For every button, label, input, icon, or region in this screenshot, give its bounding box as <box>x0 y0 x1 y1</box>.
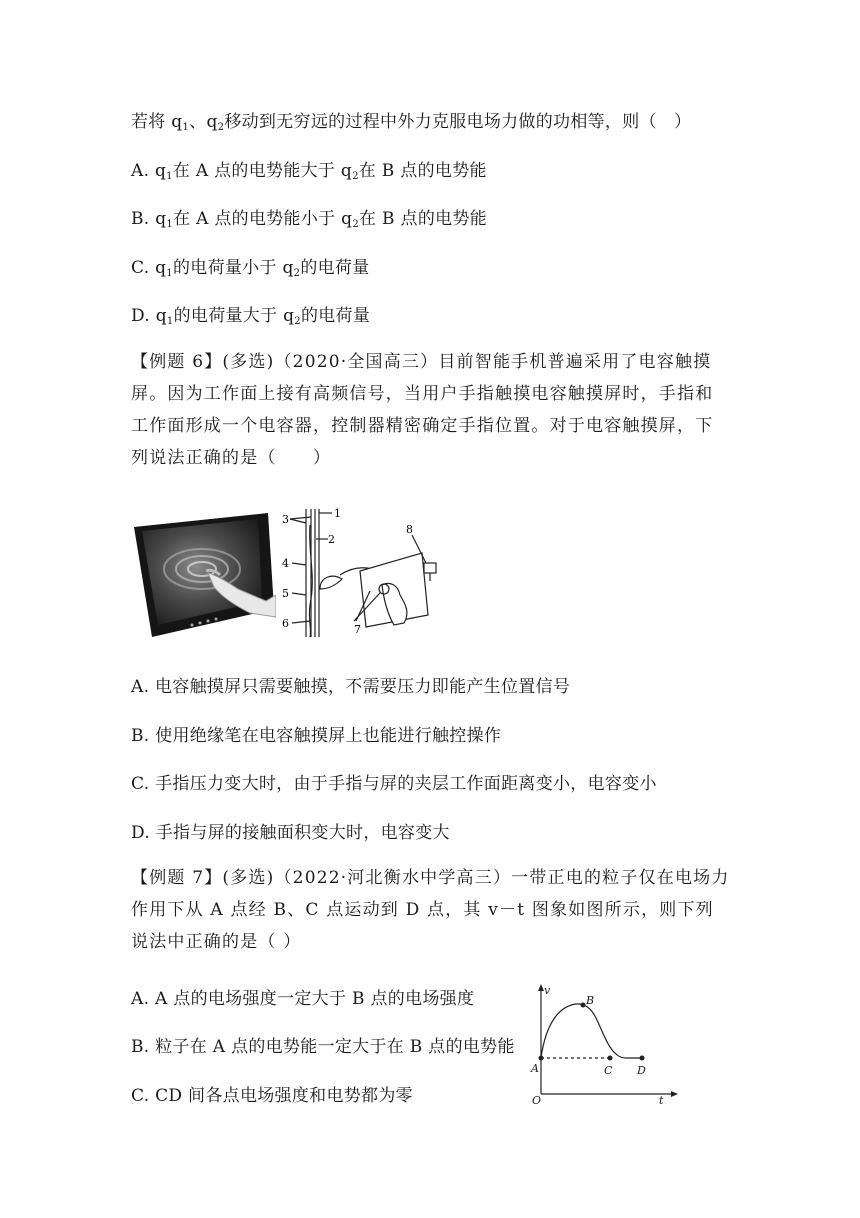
graph-label-b: B <box>586 994 595 1007</box>
capacitive-screen-diagram <box>280 505 446 643</box>
q5-option-a: A. $q_1$在 A 点的电势能大于 $q_2$在 B 点的电势能 <box>131 161 487 182</box>
fig-label-5: 5 <box>282 587 289 600</box>
q7-option-c: C. CD 间各点电场强度和电势都为零 <box>131 1086 413 1106</box>
fig-label-6: 6 <box>282 617 289 630</box>
point-d <box>640 1056 645 1061</box>
graph-label-v: v <box>544 984 551 997</box>
point-c <box>608 1056 613 1061</box>
graph-label-t: t <box>659 1094 664 1106</box>
fig-label-3: 3 <box>282 513 289 526</box>
q5-stem: 若将 $q_1$、$q_2$移动到无穷远的过程中外力克服电场力做的功相等，则（ ） <box>131 112 692 133</box>
q6-option-b: B. 使用绝缘笔在电容触摸屏上也能进行触控操作 <box>131 726 502 746</box>
v-t-graph <box>524 982 684 1106</box>
graph-label-a: A <box>531 1062 539 1075</box>
graph-label-d: D <box>637 1064 646 1077</box>
fig-label-1: 1 <box>334 507 341 520</box>
q6-stem: 【例题 6】(多选)（2020·全国高三）目前智能手机普遍采用了电容触摸屏。因为工作面上接有高频信号，当用户手指触摸电容触摸屏时，手指和工作面形成一个电容器，控制器精密确定手指位置。对于电容触摸屏，下列说法正确的是（ ） <box>131 352 714 468</box>
q6-option-d: D. 手指与屏的接触面积变大时，电容变大 <box>131 823 450 843</box>
graph-label-c: C <box>604 1064 613 1077</box>
point-a <box>539 1056 544 1061</box>
q6-option-a: A. 电容触摸屏只需要触摸，不需要压力即能产生位置信号 <box>131 677 571 697</box>
q7-stem: 【例题 7】(多选)（2022·河北衡水中学高三）一带正电的粒子仅在电场力作用下从 A 点经 B、C 点运动到 D 点，其 v－t 图象如图所示，则下列说法中正确的是（ ） <box>131 868 730 952</box>
q5-option-d: D. $q_1$的电荷量大于 $q_2$的电荷量 <box>131 306 371 327</box>
point-b <box>581 1003 586 1008</box>
q7-option-a: A. A 点的电场强度一定大于 B 点的电场强度 <box>131 989 475 1009</box>
touchscreen-monitor-image <box>130 505 276 641</box>
q5-option-c: C. $q_1$的电荷量小于 $q_2$的电荷量 <box>131 258 370 279</box>
fig-label-7: 7 <box>354 623 361 636</box>
velocity-curve <box>541 1004 642 1058</box>
graph-label-o: O <box>532 1094 542 1106</box>
q5-option-b: B. $q_1$在 A 点的电势能小于 $q_2$在 B 点的电势能 <box>131 209 488 230</box>
fig-label-8: 8 <box>406 523 413 536</box>
fig-label-4: 4 <box>282 557 289 570</box>
q6-option-c: C. 手指压力变大时，由于手指与屏的夹层工作面距离变小，电容变小 <box>131 774 657 794</box>
fig-label-2: 2 <box>328 533 335 546</box>
q7-option-b: B. 粒子在 A 点的电势能一定大于在 B 点的电势能 <box>131 1037 515 1057</box>
